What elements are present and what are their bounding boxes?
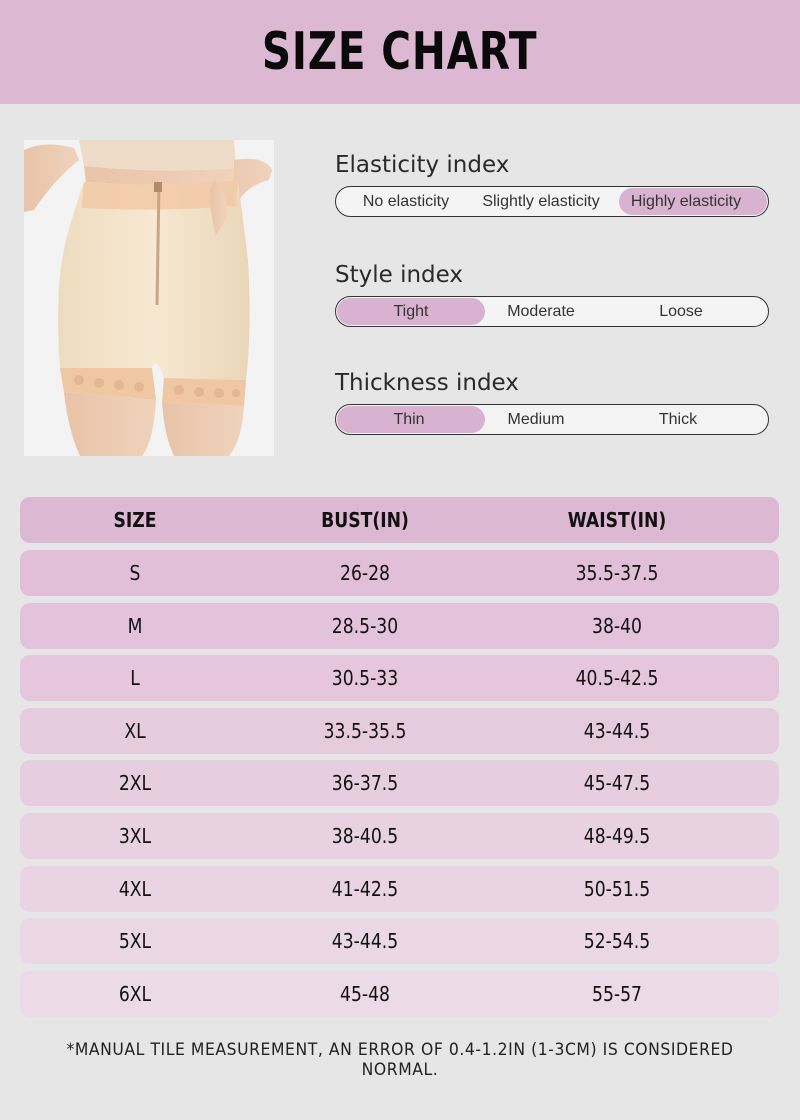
size-cell: 4XL [118,876,152,901]
bust-cell: 45-48 [340,981,390,1006]
page-title: SIZE CHART [262,22,538,82]
thickness-index-title: Thickness index [335,370,519,396]
table-row [20,918,779,964]
table-row [20,866,779,912]
size-cell: 3XL [118,824,152,848]
style-option-tight: Tight [393,302,429,320]
bust-cell: 28.5-30 [331,613,399,638]
waist-cell: 50-51.5 [583,876,651,901]
header-banner [0,0,800,104]
product-image [24,140,274,456]
style-option-loose: Loose [659,302,703,320]
elasticity-option-none: No elasticity [362,192,450,210]
elasticity-scale [335,186,769,217]
table-row [20,760,779,806]
waist-cell: 35.5-37.5 [575,561,659,585]
elasticity-index-title: Elasticity index [335,152,510,178]
table-row [20,813,779,859]
waist-cell: 52-54.5 [583,929,651,954]
waist-cell: 45-47.5 [583,771,651,796]
thickness-index [335,370,769,435]
table-row [20,708,779,754]
elasticity-index [335,152,769,217]
shapewear-illustration [24,140,274,456]
style-scale [335,296,769,327]
thickness-option-thin: Thin [393,410,425,428]
size-cell: 6XL [118,981,152,1006]
size-cell: L [130,666,140,691]
bust-cell: 38-40.5 [331,824,399,848]
waist-cell: 55-57 [592,981,642,1006]
waist-cell: 43-44.5 [583,718,651,743]
size-cell: XL [124,718,146,743]
elasticity-option-high: Highly elasticity [630,192,742,210]
table-row [20,550,779,596]
table-row [20,971,779,1017]
bust-cell: 41-42.5 [331,876,399,901]
bust-cell: 33.5-35.5 [323,718,407,743]
style-index [335,262,769,327]
header-size: SIZE [113,508,157,532]
elasticity-option-slight: Slightly elasticity [482,192,600,210]
size-cell: 5XL [118,929,152,954]
table-row [20,603,779,649]
waist-cell: 38-40 [592,613,642,638]
waist-cell: 40.5-42.5 [575,666,659,691]
bust-cell: 36-37.5 [331,771,399,796]
size-cell: M [127,613,143,638]
header-bust: BUST(IN) [321,508,409,532]
table-row [20,655,779,701]
bust-cell: 26-28 [340,561,390,585]
header-waist: WAIST(IN) [567,508,667,532]
size-cell: S [129,561,141,585]
thickness-option-thick: Thick [658,410,698,428]
thickness-scale [335,404,769,435]
style-index-title: Style index [335,262,464,288]
table-header-row [20,497,779,543]
measurement-note: *MANUAL TILE MEASUREMENT, AN ERROR OF 0.4-1.2IN (1-3CM) IS CONSIDERED NORMAL. [66,1040,734,1080]
bust-cell: 30.5-33 [331,666,399,691]
style-option-moderate: Moderate [507,302,575,320]
thickness-option-medium: Medium [507,410,565,428]
waist-cell: 48-49.5 [583,824,651,848]
size-cell: 2XL [118,771,152,796]
bust-cell: 43-44.5 [331,929,399,954]
